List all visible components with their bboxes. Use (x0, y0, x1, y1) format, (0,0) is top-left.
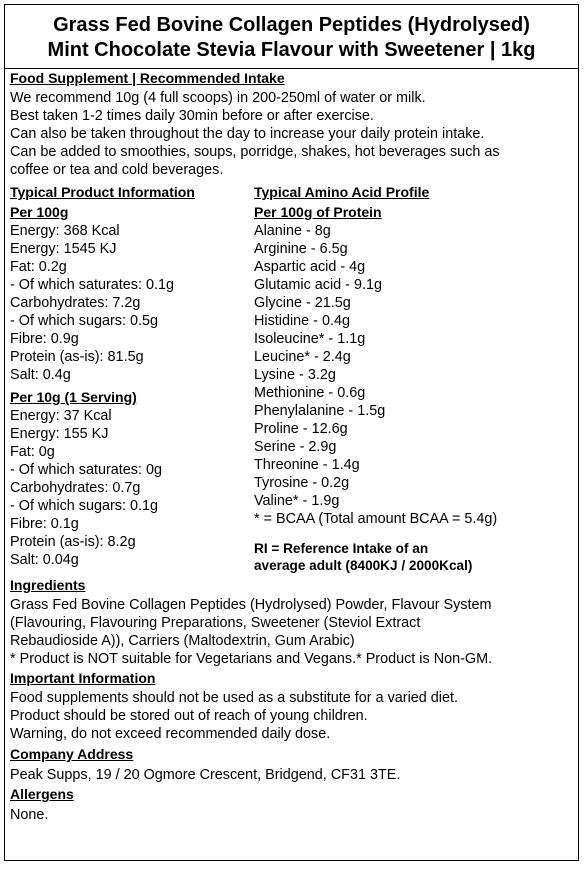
nutrition-row: - Of which sugars: 0.5g (10, 313, 158, 329)
amino-row: Glutamic acid - 9.1g (254, 277, 382, 293)
nutrition-row: Fat: 0.2g (10, 259, 67, 275)
company-address: Peak Supps, 19 / 20 Ogmore Crescent, Bridgend, CF31 3TE. (10, 767, 401, 783)
amino-row: Aspartic acid - 4g (254, 259, 366, 275)
amino-row: Serine - 2.9g (254, 439, 337, 455)
nutrition-row: - Of which saturates: 0.1g (10, 277, 174, 293)
amino-row: Proline - 12.6g (254, 421, 348, 437)
nutrition-row: Energy: 1545 KJ (10, 241, 117, 257)
amino-values (254, 222, 497, 528)
nutrition-row: Fibre: 0.9g (10, 331, 79, 347)
amino-row: Alanine - 8g (254, 223, 331, 239)
amino-heading: Typical Amino Acid Profile (254, 184, 430, 200)
amino-row: Tyrosine - 0.2g (254, 475, 350, 491)
ingredients-line: (Flavouring, Flavouring Preparations, Sweetener (Steviol Extract (10, 615, 421, 631)
intake-line: Can be added to smoothies, soups, porridge, shakes, hot beverages such as (10, 144, 500, 160)
amino-row: Valine* - 1.9g (254, 493, 340, 509)
amino-row: Isoleucine* - 1.1g (254, 331, 366, 347)
ingredients-line: Grass Fed Bovine Collagen Peptides (Hydrolysed) Powder, Flavour System (10, 597, 492, 613)
intake-line: Can also be taken throughout the day to increase your daily protein intake. (10, 126, 485, 142)
important-text (10, 689, 458, 743)
company-heading: Company Address (10, 746, 134, 762)
ingredients-text (10, 596, 492, 668)
nutrition-row: Fibre: 0.1g (10, 516, 79, 532)
amino-row: Arginine - 6.5g (254, 241, 348, 257)
nutrition-row: Protein (as-is): 8.2g (10, 534, 136, 550)
intake-line: We recommend 10g (4 full scoops) in 200-250ml of water or milk. (10, 90, 426, 106)
nutrition-row: Carbohydrates: 7.2g (10, 295, 141, 311)
bcaa-note: * = BCAA (Total amount BCAA = 5.4g) (254, 511, 498, 527)
nutrition-row: Salt: 0.04g (10, 552, 79, 568)
nutrition-row: Protein (as-is): 81.5g (10, 349, 144, 365)
amino-row: Threonine - 1.4g (254, 457, 360, 473)
intake-line: Best taken 1-2 times daily 30min before or after exercise. (10, 108, 374, 124)
nutrition-row: Energy: 155 KJ (10, 426, 109, 442)
nutrition-row: Energy: 37 Kcal (10, 408, 112, 424)
important-line: Product should be stored out of reach of young children. (10, 708, 368, 724)
nutrition-row: Salt: 0.4g (10, 367, 71, 383)
nutrition-row: Energy: 368 Kcal (10, 223, 120, 239)
per-10g-heading: Per 10g (1 Serving) (10, 389, 137, 405)
amino-row: Glycine - 21.5g (254, 295, 351, 311)
intake-text (10, 89, 500, 179)
ingredients-line: Rebaudioside A)), Carriers (Maltodextrin, Gum Arabic) (10, 633, 355, 649)
important-heading: Important Information (10, 670, 156, 686)
ingredients-line: * Product is NOT suitable for Vegetarians and Vegans.* Product is Non-GM. (10, 651, 493, 667)
amino-row: Lysine - 3.2g (254, 367, 336, 383)
amino-row: Leucine* - 2.4g (254, 349, 351, 365)
per-100g-values (10, 222, 174, 384)
per-100g-heading: Per 100g (10, 204, 69, 220)
allergens-heading: Allergens (10, 786, 74, 802)
product-info-heading: Typical Product Information (10, 184, 195, 200)
nutrition-row: - Of which saturates: 0g (10, 462, 162, 478)
important-line: Warning, do not exceed recommended daily dose. (10, 726, 331, 742)
important-line: Food supplements should not be used as a substitute for a varied diet. (10, 690, 458, 706)
per-10g-values (10, 407, 162, 569)
amino-row: Histidine - 0.4g (254, 313, 350, 329)
supplement-label (4, 4, 579, 861)
title-divider (5, 68, 578, 69)
nutrition-row: Fat: 0g (10, 444, 55, 460)
ingredients-heading: Ingredients (10, 577, 86, 593)
amino-row: Phenylalanine - 1.5g (254, 403, 386, 419)
intake-heading: Food Supplement | Recommended Intake (10, 70, 285, 86)
intake-line: coffee or tea and cold beverages. (10, 162, 224, 178)
amino-row: Methionine - 0.6g (254, 385, 366, 401)
ri-note-line-2: average adult (8400KJ / 2000Kcal) (254, 558, 473, 573)
allergens-text: None. (10, 807, 49, 823)
product-title-line-1: Grass Fed Bovine Collagen Peptides (Hydrolysed) (53, 14, 530, 36)
nutrition-row: - Of which sugars: 0.1g (10, 498, 158, 514)
nutrition-row: Carbohydrates: 0.7g (10, 480, 141, 496)
product-title-line-2: Mint Chocolate Stevia Flavour with Sweetener | 1kg (47, 39, 536, 61)
ri-note-line-1: RI = Reference Intake of an (254, 541, 429, 556)
amino-per-100g-heading: Per 100g of Protein (254, 204, 382, 220)
